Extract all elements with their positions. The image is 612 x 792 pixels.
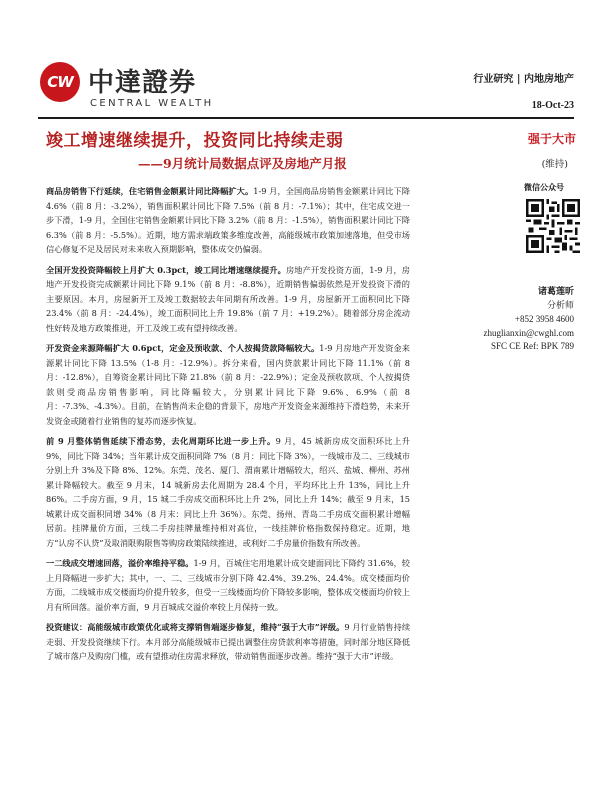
analyst-info <box>483 286 574 354</box>
report-date: 18-Oct-23 <box>531 100 574 111</box>
paragraph-text: 1-9 月，全国商品房销售金额累计同比下降 4.6%（前 8 月：-3.2%），销售面积累计同比下降 7.5%（前 8 月：-7.1%）；其中，住宅成交进一步下滑，1-9 月，全国住宅销售金额累计同比下降 3.2%（前 8 月：-1.5%），销售面积累计同比下降 6.3%（前 8 月：-5.5%）。近期，地方需求端政策多维度改善，高能级城市政策加速落地，但受市场信心修复不足及居民对未来收入预期影响，整体成交仍偏弱。 <box>46 186 410 254</box>
analyst-license: SFC CE Ref: BPK 789 <box>490 341 574 351</box>
paragraph-lead: 商品房销售下行延续，住宅销售金额累计同比降幅扩大。 <box>46 186 254 196</box>
analyst-email[interactable]: zhuglianxin@cwghl.com <box>483 327 574 338</box>
paragraph-land <box>46 556 410 614</box>
report-category: 行业研究 | 内地房地产 <box>473 74 574 85</box>
company-logo <box>40 62 80 102</box>
wechat-label: 微信公众号 <box>524 182 564 192</box>
rating-label: 强于大市 <box>527 132 576 146</box>
paragraph-text: 1-9 月，百城住宅用地累计成交建面同比下降约 31.6%，较上月降幅进一步扩大；其中，一、二、三线城市分别下降 42.4%、39.2%、24.4%。成交楼面均价方面，二线城市成交楼面均价提升较多，但受一三线楼面均价下降较多影响，整体成交楼面均价较上月有所回落。溢价率方面，9 月百城成交溢价率较上月保持一致。 <box>46 558 410 612</box>
paragraph-funding <box>46 341 410 428</box>
paragraph-lead: 投资建议：高能级城市政策优化或将支撑销售端逐步修复，维持“强于大市”评级。 <box>46 622 345 632</box>
analyst-name: 诸葛莲昕 <box>537 287 574 297</box>
paragraph-lead: 一二线成交增速回落，溢价率维持平稳。 <box>46 558 194 568</box>
paragraph-lead: 全国开发投资降幅较上月扩大 0.3pct，竣工同比增速继续提升。 <box>46 264 286 275</box>
paragraph-text: 9 月行业销售持续走弱、开发投资继续下行。本月部分高能级城市已提出调整住房贷款利率等措施，同时部分地区降低了城市落户及购房门槛，或有望推动住房需求释放，带动销售面逐步改善。维持“强于大市”评级。 <box>46 622 411 661</box>
logo-mark: CW <box>47 73 73 91</box>
paragraph-city-sales <box>46 434 410 550</box>
report-subtitle: ——9月统计局数据点评及房地产月报 <box>138 156 347 171</box>
header-divider <box>38 117 574 119</box>
company-name-cn: 中達證券 <box>88 68 197 98</box>
paragraph-recommendation <box>46 620 410 664</box>
paragraph-text: 9 月，45 城新房成交面积环比上升 9%，同比下降 34%；当年累计成交面积同降 7%（8 月：同比下降 3%），一线城市及二、三线城市分别上升 3%及下降 8%、12%。东莞、茂名、厦门、渭南累计增幅较大，绍兴、盐城、柳州、苏州累计降幅较大。截至 9 月末，14 城新房去化周期为 28.4 个月，平均环比上升 13%，同比上升 86%。二手房方面，9 月，15 城二手房成交面积环比上升 2%，同比上升 14%；截至 9 月末，15 城累计成交面积同增 34%（8 月末：同比上升 36%）。东莞、扬州、青岛二手房成交面积累计增幅居前。挂牌量价方面，三线二手房挂牌量维持相对高位，一线挂牌价格指数保持稳定。近期，地方“认房不认贷”及取消限购限售等购房政策陆续推进，或利好二手房量价指数有所改善。 <box>46 436 410 548</box>
rating-status: (维持) <box>541 159 568 170</box>
paragraph-lead: 前 9 月整体销售延续下滑态势，去化周期环比进一步上升。 <box>46 436 276 446</box>
paragraph-lead: 开发资金来源降幅扩大 0.6pct，定金及预收款、个人按揭贷款降幅较大。 <box>46 343 320 353</box>
paragraph-sales <box>46 184 410 257</box>
paragraph-investment <box>46 263 410 336</box>
analyst-role: 分析师 <box>546 300 574 311</box>
qr-code-icon <box>526 199 580 253</box>
analyst-phone: +852 3958 4600 <box>514 314 574 324</box>
report-title: 竣工增速继续提升，投资同比持续走弱 <box>46 131 344 151</box>
paragraph-text: 1-9 月房地产开发资金来源累计同比下降 13.5%（1-8 月：-12.9%）。拆分来看，国内贷款累计同比下降 11.1%（前 8 月：-12.8%），自筹资金累计同比下降 21.8%（前 8 月：-22.9%）；定金及预收款项、个人按揭贷款则受商品房销售影响，同比降幅较大，分别累计同比下降 9.6%、6.9%（前 8 月：-7.3%、-4.3%）。目前，在销售尚未企稳的背景下，房地产开发资金来源维持下滑趋势，未来开发资金或随着行业销售的复苏而逐步恢复。 <box>46 343 410 426</box>
paragraph-text: 房地产开发投资方面，1-9 月，房地产开发投资完成额累计同比下降 9.1%（前 8 月：-8.8%），近期销售偏弱依然是开发投资下滑的主要原因。本月，房屋新开工及竣工数据较去年同期有所改善。1-9 月，房屋新开工面积同比下降 23.4%（前 8 月：-24.4%），竣工面积同比上升 19.8%（前 7 月：+19.2%）。随着部分房企流动性好转及地方政策推进，开工及竣工或有望持续改善。 <box>46 264 410 333</box>
report-body <box>46 184 410 670</box>
company-name-en: CENTRAL WEALTH <box>90 98 214 109</box>
